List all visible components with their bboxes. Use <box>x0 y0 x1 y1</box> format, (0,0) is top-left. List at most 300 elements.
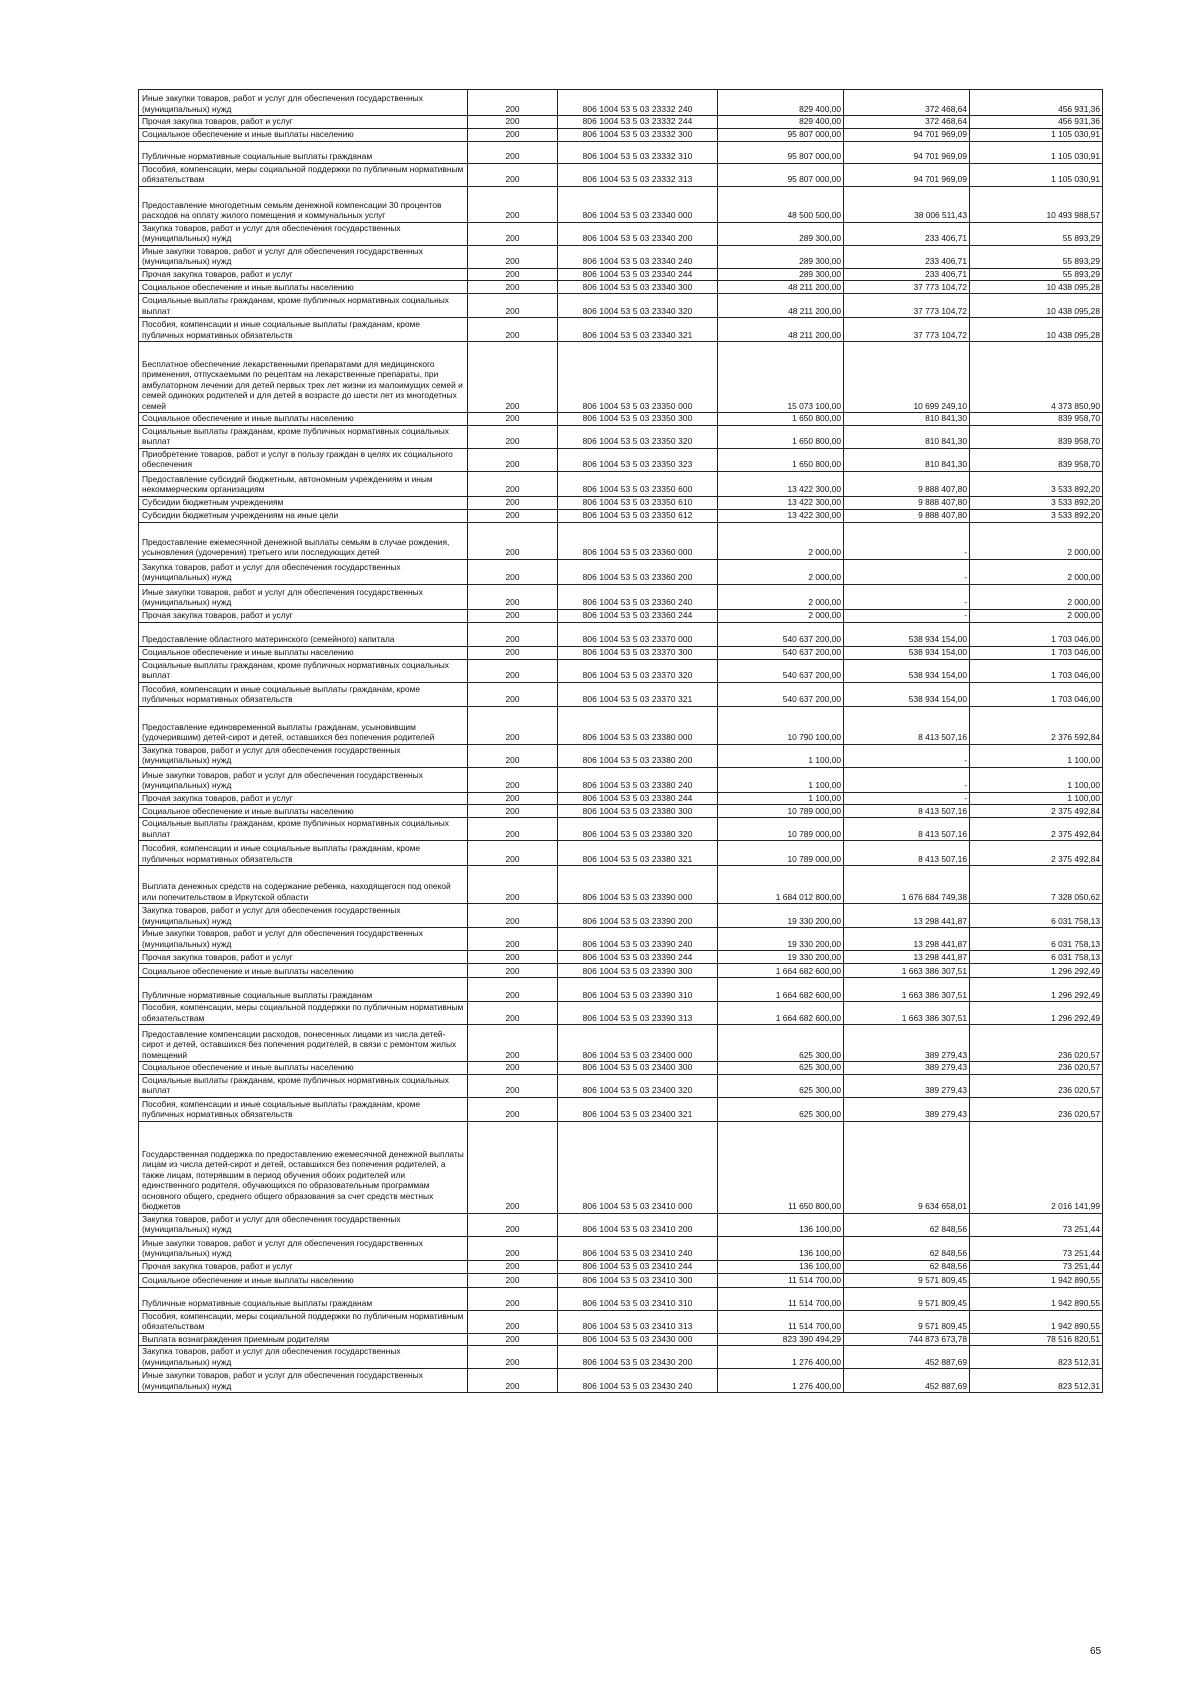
row-kbk-code: 806 1004 53 5 03 23430 240 <box>558 1369 718 1393</box>
row-executed-amount: 9 571 809,45 <box>844 1273 970 1287</box>
row-code: 200 <box>468 1346 558 1369</box>
row-name: Социальное обеспечение и иные выплаты населению <box>139 281 468 294</box>
row-executed-amount: 10 699 249,10 <box>844 342 970 413</box>
row-unexecuted-amount: 78 516 820,51 <box>970 1333 1103 1346</box>
row-kbk-code: 806 1004 53 5 03 23360 244 <box>558 609 718 622</box>
row-unexecuted-amount: 73 251,44 <box>970 1260 1103 1273</box>
row-unexecuted-amount: 1 100,00 <box>970 792 1103 805</box>
table-body <box>139 90 1103 1393</box>
row-code: 200 <box>468 682 558 706</box>
table-row <box>139 584 1103 609</box>
table-row <box>139 413 1103 426</box>
row-executed-amount: 9 571 809,45 <box>844 1287 970 1310</box>
row-name: Социальное обеспечение и иные выплаты населению <box>139 413 468 426</box>
table-row <box>139 622 1103 646</box>
table-row <box>139 866 1103 904</box>
row-planned-amount: 2 000,00 <box>718 559 844 584</box>
table-row <box>139 904 1103 928</box>
table-row <box>139 1273 1103 1287</box>
row-planned-amount: 289 300,00 <box>718 245 844 268</box>
row-planned-amount: 625 300,00 <box>718 1025 844 1062</box>
row-planned-amount: 136 100,00 <box>718 1236 844 1260</box>
row-unexecuted-amount: 10 438 095,28 <box>970 318 1103 342</box>
row-name: Закупка товаров, работ и услуг для обеспечения государственных (муниципальных) нужд <box>139 1213 468 1236</box>
table-row <box>139 90 1103 116</box>
row-planned-amount: 19 330 200,00 <box>718 904 844 928</box>
row-code: 200 <box>468 268 558 281</box>
row-planned-amount: 10 789 000,00 <box>718 818 844 841</box>
row-name: Закупка товаров, работ и услуг для обеспечения государственных (муниципальных) нужд <box>139 904 468 928</box>
row-name: Социальное обеспечение и иные выплаты населению <box>139 805 468 818</box>
table-row <box>139 448 1103 471</box>
table-row <box>139 744 1103 767</box>
row-name: Закупка товаров, работ и услуг для обеспечения государственных (муниципальных) нужд <box>139 222 468 245</box>
row-unexecuted-amount: 236 020,57 <box>970 1074 1103 1097</box>
table-row <box>139 268 1103 281</box>
row-planned-amount: 823 390 494,29 <box>718 1333 844 1346</box>
row-unexecuted-amount: 1 296 292,49 <box>970 1002 1103 1025</box>
table-row <box>139 964 1103 978</box>
row-planned-amount: 829 400,00 <box>718 116 844 129</box>
row-kbk-code: 806 1004 53 5 03 23340 200 <box>558 222 718 245</box>
row-code: 200 <box>468 792 558 805</box>
table-row <box>139 1310 1103 1333</box>
table-row <box>139 1346 1103 1369</box>
row-planned-amount: 1 100,00 <box>718 792 844 805</box>
row-unexecuted-amount: 2 375 492,84 <box>970 818 1103 841</box>
table-row <box>139 767 1103 792</box>
row-kbk-code: 806 1004 53 5 03 23340 244 <box>558 268 718 281</box>
row-code: 200 <box>468 1333 558 1346</box>
row-planned-amount: 13 422 300,00 <box>718 471 844 496</box>
row-kbk-code: 806 1004 53 5 03 23410 000 <box>558 1121 718 1213</box>
row-name: Закупка товаров, работ и услуг для обеспечения государственных (муниципальных) нужд <box>139 559 468 584</box>
row-unexecuted-amount: 2 000,00 <box>970 584 1103 609</box>
row-code: 200 <box>468 496 558 509</box>
row-planned-amount: 48 500 500,00 <box>718 186 844 222</box>
row-executed-amount: 13 298 441,87 <box>844 904 970 928</box>
row-code: 200 <box>468 1213 558 1236</box>
row-executed-amount: 744 873 673,78 <box>844 1333 970 1346</box>
row-name: Приобретение товаров, работ и услуг в пользу граждан в целях их социального обеспечения <box>139 448 468 471</box>
table-row <box>139 471 1103 496</box>
row-planned-amount: 1 650 800,00 <box>718 413 844 426</box>
row-planned-amount: 1 650 800,00 <box>718 425 844 448</box>
row-name: Иные закупки товаров, работ и услуг для обеспечения государственных (муниципальных) нужд <box>139 1369 468 1393</box>
row-executed-amount: 810 841,30 <box>844 425 970 448</box>
row-unexecuted-amount: 2 376 592,84 <box>970 706 1103 744</box>
row-executed-amount: 9 888 407,80 <box>844 471 970 496</box>
row-planned-amount: 289 300,00 <box>718 268 844 281</box>
row-kbk-code: 806 1004 53 5 03 23340 000 <box>558 186 718 222</box>
row-code: 200 <box>468 805 558 818</box>
row-planned-amount: 136 100,00 <box>718 1213 844 1236</box>
row-unexecuted-amount: 6 031 758,13 <box>970 951 1103 964</box>
row-name: Социальные выплаты гражданам, кроме публичных нормативных социальных выплат <box>139 294 468 318</box>
row-code: 200 <box>468 413 558 426</box>
row-executed-amount: 94 701 969,09 <box>844 141 970 163</box>
table-row <box>139 245 1103 268</box>
row-kbk-code: 806 1004 53 5 03 23380 200 <box>558 744 718 767</box>
table-row <box>139 659 1103 682</box>
row-name: Публичные нормативные социальные выплаты гражданам <box>139 141 468 163</box>
table-row <box>139 1333 1103 1346</box>
row-kbk-code: 806 1004 53 5 03 23350 000 <box>558 342 718 413</box>
row-executed-amount: 62 848,56 <box>844 1236 970 1260</box>
row-code: 200 <box>468 342 558 413</box>
row-unexecuted-amount: 55 893,29 <box>970 245 1103 268</box>
row-unexecuted-amount: 2 375 492,84 <box>970 841 1103 866</box>
row-executed-amount: 389 279,43 <box>844 1025 970 1062</box>
row-name: Пособия, компенсации и иные социальные выплаты гражданам, кроме публичных нормативных обязательств <box>139 682 468 706</box>
row-executed-amount: 233 406,71 <box>844 268 970 281</box>
row-name: Предоставление компенсации расходов, понесенных лицами из числа детей-сирот и детей, оставшихся без попечения родителей, в связи с ремонтом жилых помещений <box>139 1025 468 1062</box>
row-executed-amount: - <box>844 792 970 805</box>
row-unexecuted-amount: 1 703 046,00 <box>970 622 1103 646</box>
row-kbk-code: 806 1004 53 5 03 23340 320 <box>558 294 718 318</box>
row-kbk-code: 806 1004 53 5 03 23350 600 <box>558 471 718 496</box>
row-kbk-code: 806 1004 53 5 03 23370 300 <box>558 646 718 659</box>
row-unexecuted-amount: 456 931,36 <box>970 116 1103 129</box>
row-kbk-code: 806 1004 53 5 03 23370 000 <box>558 622 718 646</box>
row-code: 200 <box>468 222 558 245</box>
row-name: Государственная поддержка по предоставлению ежемесячной денежной выплаты лицам из числа детей-сирот и детей, оставшихся без попечения родителей, а также лицам, потерявшим в период обучения обоих родителей или единственного родителя, обучающихся по образовательным программам основного общего, среднего общего образования за счет средств местных бюджетов <box>139 1121 468 1213</box>
row-code: 200 <box>468 622 558 646</box>
row-executed-amount: 8 413 507,16 <box>844 805 970 818</box>
row-code: 200 <box>468 471 558 496</box>
row-executed-amount: 9 888 407,80 <box>844 496 970 509</box>
row-unexecuted-amount: 2 016 141,99 <box>970 1121 1103 1213</box>
row-code: 200 <box>468 1310 558 1333</box>
row-executed-amount: 810 841,30 <box>844 448 970 471</box>
row-code: 200 <box>468 951 558 964</box>
row-executed-amount: 9 888 407,80 <box>844 509 970 522</box>
row-planned-amount: 10 789 000,00 <box>718 841 844 866</box>
row-code: 200 <box>468 318 558 342</box>
row-name: Пособия, компенсации и иные социальные выплаты гражданам, кроме публичных нормативных обязательств <box>139 841 468 866</box>
row-planned-amount: 1 100,00 <box>718 767 844 792</box>
row-name: Прочая закупка товаров, работ и услуг <box>139 951 468 964</box>
row-name: Иные закупки товаров, работ и услуг для обеспечения государственных (муниципальных) нужд <box>139 584 468 609</box>
row-name: Социальное обеспечение и иные выплаты населению <box>139 1062 468 1075</box>
row-kbk-code: 806 1004 53 5 03 23390 244 <box>558 951 718 964</box>
row-name: Иные закупки товаров, работ и услуг для обеспечения государственных (муниципальных) нужд <box>139 90 468 116</box>
row-planned-amount: 11 514 700,00 <box>718 1310 844 1333</box>
row-planned-amount: 95 807 000,00 <box>718 163 844 186</box>
row-unexecuted-amount: 1 105 030,91 <box>970 141 1103 163</box>
budget-execution-table <box>138 89 1103 1393</box>
row-executed-amount: 372 468,64 <box>844 116 970 129</box>
row-executed-amount: 37 773 104,72 <box>844 294 970 318</box>
row-code: 200 <box>468 448 558 471</box>
row-planned-amount: 48 211 200,00 <box>718 318 844 342</box>
row-code: 200 <box>468 141 558 163</box>
row-code: 200 <box>468 163 558 186</box>
row-unexecuted-amount: 73 251,44 <box>970 1213 1103 1236</box>
row-name: Субсидии бюджетным учреждениям на иные цели <box>139 509 468 522</box>
table-row <box>139 646 1103 659</box>
row-unexecuted-amount: 6 031 758,13 <box>970 904 1103 928</box>
table-row <box>139 116 1103 129</box>
row-planned-amount: 95 807 000,00 <box>718 141 844 163</box>
row-executed-amount: 538 934 154,00 <box>844 659 970 682</box>
row-name: Прочая закупка товаров, работ и услуг <box>139 609 468 622</box>
row-kbk-code: 806 1004 53 5 03 23350 610 <box>558 496 718 509</box>
table-row <box>139 294 1103 318</box>
table-row <box>139 1002 1103 1025</box>
row-unexecuted-amount: 1 296 292,49 <box>970 978 1103 1002</box>
row-code: 200 <box>468 659 558 682</box>
row-kbk-code: 806 1004 53 5 03 23380 000 <box>558 706 718 744</box>
table-row <box>139 818 1103 841</box>
row-executed-amount: 9 571 809,45 <box>844 1310 970 1333</box>
row-code: 200 <box>468 1097 558 1121</box>
row-unexecuted-amount: 7 328 050,62 <box>970 866 1103 904</box>
row-name: Выплата вознаграждения приемным родителям <box>139 1333 468 1346</box>
row-planned-amount: 19 330 200,00 <box>718 928 844 951</box>
table-row <box>139 342 1103 413</box>
row-code: 200 <box>468 116 558 129</box>
row-unexecuted-amount: 1 703 046,00 <box>970 659 1103 682</box>
row-kbk-code: 806 1004 53 5 03 23390 200 <box>558 904 718 928</box>
row-planned-amount: 11 514 700,00 <box>718 1287 844 1310</box>
row-name: Прочая закупка товаров, работ и услуг <box>139 792 468 805</box>
row-kbk-code: 806 1004 53 5 03 23332 244 <box>558 116 718 129</box>
row-kbk-code: 806 1004 53 5 03 23400 321 <box>558 1097 718 1121</box>
table-row <box>139 978 1103 1002</box>
row-name: Предоставление многодетным семьям денежной компенсации 30 процентов расходов на оплату жилого помещения и коммунальных услуг <box>139 186 468 222</box>
row-unexecuted-amount: 1 296 292,49 <box>970 964 1103 978</box>
row-kbk-code: 806 1004 53 5 03 23430 200 <box>558 1346 718 1369</box>
table-row <box>139 281 1103 294</box>
row-kbk-code: 806 1004 53 5 03 23400 320 <box>558 1074 718 1097</box>
row-kbk-code: 806 1004 53 5 03 23340 240 <box>558 245 718 268</box>
row-code: 200 <box>468 904 558 928</box>
table-row <box>139 559 1103 584</box>
table-row <box>139 128 1103 141</box>
row-name: Социальные выплаты гражданам, кроме публичных нормативных социальных выплат <box>139 818 468 841</box>
row-unexecuted-amount: 236 020,57 <box>970 1062 1103 1075</box>
row-code: 200 <box>468 841 558 866</box>
row-code: 200 <box>468 928 558 951</box>
row-unexecuted-amount: 456 931,36 <box>970 90 1103 116</box>
row-unexecuted-amount: 1 100,00 <box>970 744 1103 767</box>
row-name: Социальное обеспечение и иные выплаты населению <box>139 646 468 659</box>
row-name: Субсидии бюджетным учреждениям <box>139 496 468 509</box>
row-kbk-code: 806 1004 53 5 03 23380 244 <box>558 792 718 805</box>
row-code: 200 <box>468 186 558 222</box>
row-kbk-code: 806 1004 53 5 03 23410 200 <box>558 1213 718 1236</box>
row-unexecuted-amount: 839 958,70 <box>970 425 1103 448</box>
row-planned-amount: 1 276 400,00 <box>718 1369 844 1393</box>
row-code: 200 <box>468 1121 558 1213</box>
row-unexecuted-amount: 236 020,57 <box>970 1097 1103 1121</box>
row-unexecuted-amount: 4 373 850,90 <box>970 342 1103 413</box>
row-code: 200 <box>468 1260 558 1273</box>
row-unexecuted-amount: 73 251,44 <box>970 1236 1103 1260</box>
row-unexecuted-amount: 1 105 030,91 <box>970 163 1103 186</box>
row-name: Пособия, компенсации и иные социальные выплаты гражданам, кроме публичных нормативных обязательств <box>139 318 468 342</box>
table-row <box>139 496 1103 509</box>
table-row <box>139 1062 1103 1075</box>
row-planned-amount: 540 637 200,00 <box>718 682 844 706</box>
row-name: Прочая закупка товаров, работ и услуг <box>139 116 468 129</box>
budget-execution-table-wrapper <box>138 89 1102 1393</box>
row-executed-amount: 538 934 154,00 <box>844 646 970 659</box>
row-planned-amount: 13 422 300,00 <box>718 509 844 522</box>
row-kbk-code: 806 1004 53 5 03 23370 320 <box>558 659 718 682</box>
row-code: 200 <box>468 646 558 659</box>
row-executed-amount: 233 406,71 <box>844 245 970 268</box>
row-executed-amount: 13 298 441,87 <box>844 951 970 964</box>
row-kbk-code: 806 1004 53 5 03 23400 300 <box>558 1062 718 1075</box>
row-code: 200 <box>468 767 558 792</box>
row-kbk-code: 806 1004 53 5 03 23332 313 <box>558 163 718 186</box>
row-unexecuted-amount: 1 703 046,00 <box>970 646 1103 659</box>
row-planned-amount: 625 300,00 <box>718 1097 844 1121</box>
row-name: Социальные выплаты гражданам, кроме публичных нормативных социальных выплат <box>139 425 468 448</box>
row-kbk-code: 806 1004 53 5 03 23340 321 <box>558 318 718 342</box>
row-unexecuted-amount: 839 958,70 <box>970 413 1103 426</box>
row-kbk-code: 806 1004 53 5 03 23390 000 <box>558 866 718 904</box>
row-unexecuted-amount: 3 533 892,20 <box>970 471 1103 496</box>
row-unexecuted-amount: 3 533 892,20 <box>970 496 1103 509</box>
row-code: 200 <box>468 281 558 294</box>
row-kbk-code: 806 1004 53 5 03 23380 300 <box>558 805 718 818</box>
page-number: 65 <box>1090 1646 1102 1657</box>
table-row <box>139 1025 1103 1062</box>
table-row <box>139 1074 1103 1097</box>
row-executed-amount: 452 887,69 <box>844 1369 970 1393</box>
row-code: 200 <box>468 866 558 904</box>
table-row <box>139 141 1103 163</box>
row-executed-amount: 1 676 684 749,38 <box>844 866 970 904</box>
row-executed-amount: - <box>844 609 970 622</box>
table-row <box>139 682 1103 706</box>
row-executed-amount: 389 279,43 <box>844 1097 970 1121</box>
row-planned-amount: 11 650 800,00 <box>718 1121 844 1213</box>
row-executed-amount: 389 279,43 <box>844 1062 970 1075</box>
row-planned-amount: 136 100,00 <box>718 1260 844 1273</box>
row-executed-amount: 233 406,71 <box>844 222 970 245</box>
row-code: 200 <box>468 818 558 841</box>
row-planned-amount: 540 637 200,00 <box>718 646 844 659</box>
row-name: Предоставление единовременной выплаты гражданам, усыновившим (удочерившим) детей-сирот и детей, оставшихся без попечения родителей <box>139 706 468 744</box>
row-executed-amount: 8 413 507,16 <box>844 706 970 744</box>
row-planned-amount: 48 211 200,00 <box>718 294 844 318</box>
row-code: 200 <box>468 706 558 744</box>
row-executed-amount: - <box>844 559 970 584</box>
row-executed-amount: 62 848,56 <box>844 1213 970 1236</box>
row-executed-amount: 1 663 386 307,51 <box>844 978 970 1002</box>
table-row <box>139 1236 1103 1260</box>
row-kbk-code: 806 1004 53 5 03 23380 320 <box>558 818 718 841</box>
row-kbk-code: 806 1004 53 5 03 23410 313 <box>558 1310 718 1333</box>
row-planned-amount: 625 300,00 <box>718 1062 844 1075</box>
row-executed-amount: 389 279,43 <box>844 1074 970 1097</box>
row-executed-amount: 37 773 104,72 <box>844 318 970 342</box>
row-executed-amount: 9 634 658,01 <box>844 1121 970 1213</box>
row-name: Социальные выплаты гражданам, кроме публичных нормативных социальных выплат <box>139 1074 468 1097</box>
row-planned-amount: 540 637 200,00 <box>718 622 844 646</box>
row-kbk-code: 806 1004 53 5 03 23360 200 <box>558 559 718 584</box>
row-unexecuted-amount: 1 942 890,55 <box>970 1273 1103 1287</box>
table-row <box>139 425 1103 448</box>
row-unexecuted-amount: 1 942 890,55 <box>970 1287 1103 1310</box>
row-planned-amount: 1 664 682 600,00 <box>718 1002 844 1025</box>
row-code: 200 <box>468 294 558 318</box>
table-row <box>139 1097 1103 1121</box>
row-kbk-code: 806 1004 53 5 03 23360 240 <box>558 584 718 609</box>
row-code: 200 <box>468 744 558 767</box>
row-name: Социальное обеспечение и иные выплаты населению <box>139 1273 468 1287</box>
row-name: Пособия, компенсации, меры социальной поддержки по публичным нормативным обязательствам <box>139 163 468 186</box>
row-executed-amount: 94 701 969,09 <box>844 128 970 141</box>
row-planned-amount: 2 000,00 <box>718 584 844 609</box>
row-name: Пособия, компенсации, меры социальной поддержки по публичным нормативным обязательствам <box>139 1002 468 1025</box>
row-kbk-code: 806 1004 53 5 03 23370 321 <box>558 682 718 706</box>
row-unexecuted-amount: 3 533 892,20 <box>970 509 1103 522</box>
row-executed-amount: 62 848,56 <box>844 1260 970 1273</box>
table-row <box>139 509 1103 522</box>
row-unexecuted-amount: 6 031 758,13 <box>970 928 1103 951</box>
row-name: Бесплатное обеспечение лекарственными препаратами для медицинского применения, отпускаемыми по рецептам на лекарственные препараты, при амбулаторном лечении для детей первых трех лет жизни из малоимущих семей и семей одиноких родителей и для детей в возрасте до шести лет из многодетных семей <box>139 342 468 413</box>
row-name: Прочая закупка товаров, работ и услуг <box>139 1260 468 1273</box>
table-row <box>139 1260 1103 1273</box>
row-kbk-code: 806 1004 53 5 03 23410 244 <box>558 1260 718 1273</box>
table-row <box>139 1287 1103 1310</box>
row-executed-amount: - <box>844 744 970 767</box>
row-code: 200 <box>468 245 558 268</box>
row-planned-amount: 19 330 200,00 <box>718 951 844 964</box>
row-executed-amount: - <box>844 584 970 609</box>
table-row <box>139 706 1103 744</box>
row-code: 200 <box>468 1287 558 1310</box>
row-planned-amount: 2 000,00 <box>718 522 844 559</box>
row-unexecuted-amount: 10 493 988,57 <box>970 186 1103 222</box>
row-kbk-code: 806 1004 53 5 03 23390 300 <box>558 964 718 978</box>
table-row <box>139 951 1103 964</box>
table-row <box>139 1213 1103 1236</box>
table-row <box>139 163 1103 186</box>
row-kbk-code: 806 1004 53 5 03 23332 300 <box>558 128 718 141</box>
table-row <box>139 318 1103 342</box>
row-kbk-code: 806 1004 53 5 03 23400 000 <box>558 1025 718 1062</box>
row-name: Иные закупки товаров, работ и услуг для обеспечения государственных (муниципальных) нужд <box>139 767 468 792</box>
table-row <box>139 1369 1103 1393</box>
row-executed-amount: - <box>844 522 970 559</box>
row-planned-amount: 2 000,00 <box>718 609 844 622</box>
row-kbk-code: 806 1004 53 5 03 23430 000 <box>558 1333 718 1346</box>
row-code: 200 <box>468 978 558 1002</box>
row-name: Социальное обеспечение и иные выплаты населению <box>139 964 468 978</box>
row-executed-amount: 8 413 507,16 <box>844 841 970 866</box>
row-code: 200 <box>468 425 558 448</box>
row-kbk-code: 806 1004 53 5 03 23390 240 <box>558 928 718 951</box>
row-unexecuted-amount: 10 438 095,28 <box>970 281 1103 294</box>
row-unexecuted-amount: 55 893,29 <box>970 222 1103 245</box>
row-planned-amount: 829 400,00 <box>718 90 844 116</box>
row-name: Социальное обеспечение и иные выплаты населению <box>139 128 468 141</box>
table-row <box>139 792 1103 805</box>
row-executed-amount: 1 663 386 307,51 <box>844 1002 970 1025</box>
row-planned-amount: 48 211 200,00 <box>718 281 844 294</box>
row-name: Пособия, компенсации и иные социальные выплаты гражданам, кроме публичных нормативных обязательств <box>139 1097 468 1121</box>
row-name: Иные закупки товаров, работ и услуг для обеспечения государственных (муниципальных) нужд <box>139 1236 468 1260</box>
row-code: 200 <box>468 1369 558 1393</box>
row-kbk-code: 806 1004 53 5 03 23350 323 <box>558 448 718 471</box>
row-name: Выплата денежных средств на содержание ребенка, находящегося под опекой или попечительством в Иркутской области <box>139 866 468 904</box>
